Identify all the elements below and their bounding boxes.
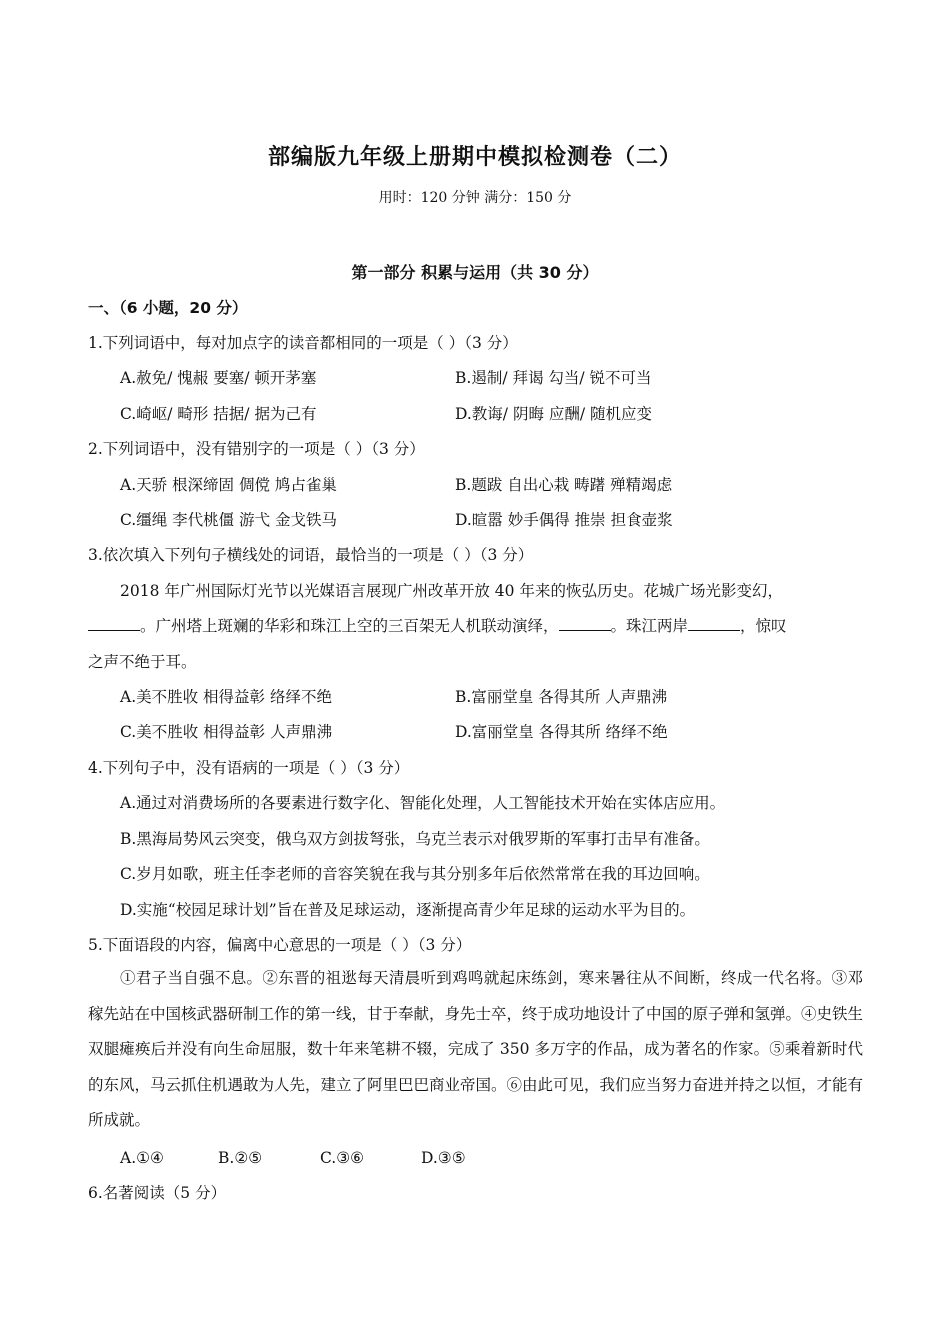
- question-3-passage-line-3: 之声不绝于耳。: [88, 653, 197, 671]
- question-4-option-b: B.黑海局势风云突变，俄乌双方剑拔弩张，乌克兰表示对俄罗斯的军事打击早有准备。: [120, 830, 710, 848]
- question-5-option-d: D.③⑤: [421, 1149, 466, 1167]
- question-1-option-a: A.赦免/ 愧赧 要塞/ 顿开茅塞: [120, 369, 317, 387]
- answer-blank: [88, 616, 140, 631]
- question-2-option-c: C.缰绳 李代桃僵 游弋 金戈铁马: [120, 511, 338, 529]
- question-1-option-d: D.教诲/ 阴晦 应酬/ 随机应变: [455, 405, 653, 423]
- passage-fragment: 。珠江两岸: [610, 617, 689, 635]
- part-title: 第一部分 积累与运用（共 30 分）: [351, 263, 599, 282]
- question-5-option-a: A.①④: [120, 1149, 164, 1167]
- question-3-option-b: B.富丽堂皇 各得其所 人声鼎沸: [455, 688, 668, 706]
- question-5-option-c: C.③⑥: [320, 1149, 365, 1167]
- question-3-option-d: D.富丽堂皇 各得其所 络绎不绝: [455, 723, 668, 741]
- question-5-stem: 5.下面语段的内容，偏离中心意思的一项是（ ）（3 分）: [88, 936, 472, 954]
- question-3-passage-line-2: [88, 616, 787, 636]
- question-4-stem: 4.下列句子中，没有语病的一项是（ ）（3 分）: [88, 759, 410, 777]
- question-5-passage: ①君子当自强不息。②东晋的祖逖每天清晨听到鸡鸣就起床练剑，寒来暑往从不间断，终成一代名将。③邓稼先站在中国核武器研制工作的第一线，甘于奉献，身先士卒，终于成功地设计了中国的原子弹和氢弹。④史铁生双腿瘫痪后并没有向生命屈服，数十年来笔耕不辍，完成了 350 多万字的作品，成为著名的作家。⑤乘着新时代的东风，马云抓住机遇敢为人先，建立了阿里巴巴商业帝国。⑥由此可见，我们应当努力奋进并持之以恒，才能有所成就。: [88, 969, 864, 1129]
- question-2-option-a: A.天骄 根深缔固 倜傥 鸠占雀巢: [120, 476, 337, 494]
- passage-fragment: 。广州塔上斑斓的华彩和珠江上空的三百架无人机联动演绎，: [140, 617, 559, 635]
- question-4-option-d: D.实施“校园足球计划”旨在普及足球运动，逐渐提高青少年足球的运动水平为目的。: [120, 901, 696, 919]
- question-2-option-b: B.题跋 自出心栽 畴躇 殚精竭虑: [455, 476, 673, 494]
- question-4-option-a: A.通过对消费场所的各要素进行数字化、智能化处理，人工智能技术开始在实体店应用。: [120, 794, 726, 812]
- question-2-stem: 2.下列词语中，没有错别字的一项是（ ）（3 分）: [88, 440, 425, 458]
- passage-fragment: ，惊叹: [740, 617, 787, 635]
- question-2-option-d: D.暄嚣 妙手偶得 推崇 担食壶浆: [455, 511, 673, 529]
- question-3-passage-line-1: 2018 年广州国际灯光节以光媒语言展现广州改革开放 40 年来的恢弘历史。花城广场光影变幻，: [120, 582, 783, 600]
- question-3-option-a: A.美不胜收 相得益彰 络绎不绝: [120, 688, 332, 706]
- question-4-option-c: C.岁月如歌，班主任李老师的音容笑貌在我与其分别多年后依然常常在我的耳边回响。: [120, 865, 710, 883]
- question-1-option-b: B.遏制/ 拜谒 勾当/ 锐不可当: [455, 369, 652, 387]
- question-3-stem: 3.依次填入下列句子横线处的词语，最恰当的一项是（ ）（3 分）: [88, 546, 534, 564]
- question-1-stem: 1.下列词语中，每对加点字的读音都相同的一项是（ ）（3 分）: [88, 334, 518, 352]
- answer-blank: [688, 616, 740, 631]
- question-5-option-b: B.②⑤: [218, 1149, 263, 1167]
- question-1-option-c: C.崎岖/ 畸形 拮据/ 据为己有: [120, 405, 317, 423]
- exam-subtitle: 用时：120 分钟 满分：150 分: [378, 190, 572, 206]
- question-3-option-c: C.美不胜收 相得益彰 人声鼎沸: [120, 723, 333, 741]
- answer-blank: [559, 616, 611, 631]
- exam-title: 部编版九年级上册期中模拟检测卷（二）: [267, 145, 682, 170]
- question-6-stem: 6.名著阅读（5 分）: [88, 1184, 227, 1202]
- section-heading: 一、（6 小题，20 分）: [88, 299, 248, 317]
